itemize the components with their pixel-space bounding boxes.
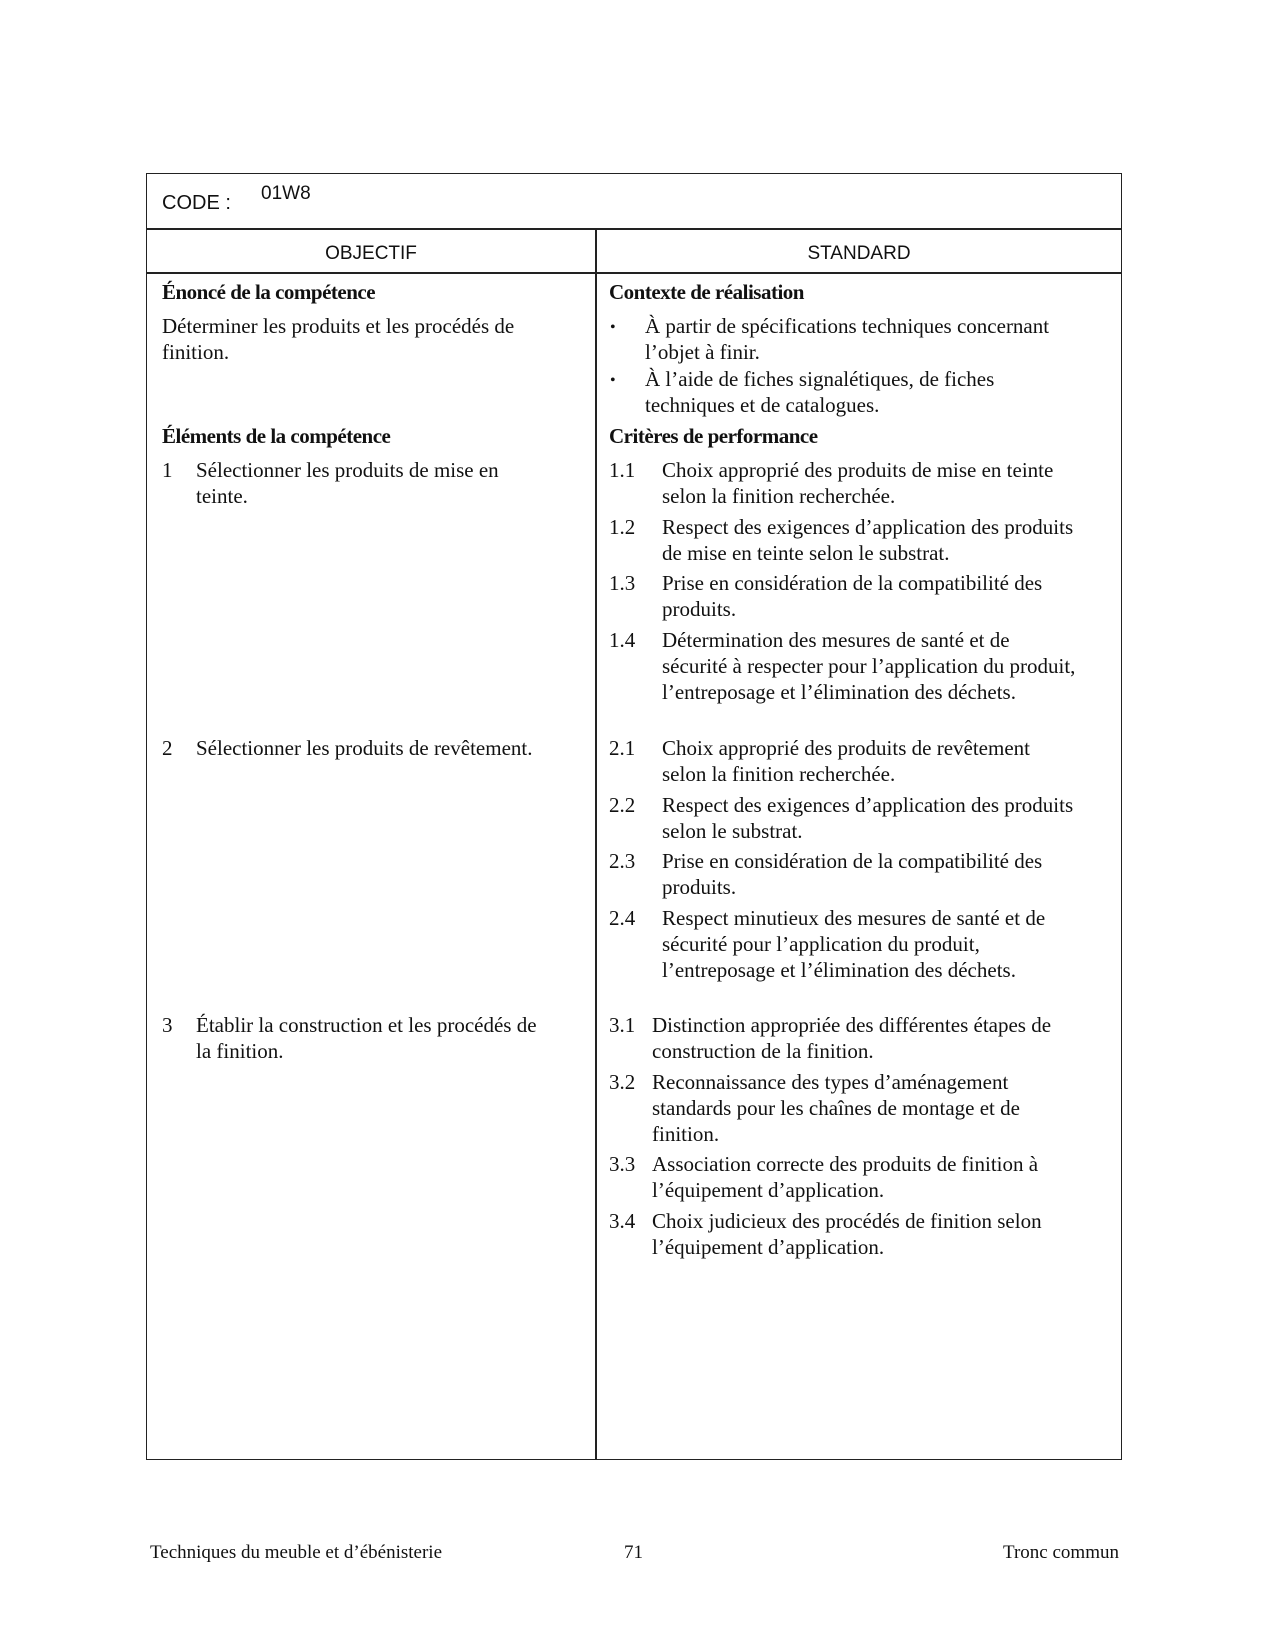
text-line: Respect minutieux des mesures de santé et de (662, 906, 1046, 930)
criterion-text (652, 1012, 1051, 1064)
text-line: Association correcte des produits de finition à (652, 1152, 1039, 1176)
divider (146, 272, 1122, 274)
text-line: techniques et de catalogues. (645, 393, 880, 417)
text-line: selon la finition recherchée. (662, 762, 896, 786)
code-label: CODE : (162, 192, 231, 214)
code-value: 01W8 (261, 183, 311, 204)
text-line: selon la finition recherchée. (662, 484, 896, 508)
contexte-item (645, 366, 994, 418)
criterion-text (662, 627, 1075, 705)
text-line: finition. (652, 1122, 720, 1146)
contexte-item (645, 313, 1049, 365)
text-line: l’équipement d’application. (652, 1178, 885, 1202)
text-line: de mise en teinte selon le substrat. (662, 541, 950, 565)
text-line: selon le substrat. (662, 819, 803, 843)
criterion-number: 1.1 (609, 458, 636, 482)
criterion-number: 3.3 (609, 1152, 636, 1176)
text-line: Sélectionner les produits de mise en (196, 458, 499, 482)
criterion-number: 1.3 (609, 571, 636, 595)
footer-page-number: 71 (624, 1542, 643, 1563)
text-line: Choix judicieux des procédés de finition selon (652, 1209, 1042, 1233)
criterion-number: 3.1 (609, 1013, 636, 1037)
element-number: 2 (162, 736, 173, 760)
text-line: Choix approprié des produits de mise en teinte (662, 458, 1054, 482)
bullet-icon: • (610, 372, 616, 389)
text-line: Prise en considération de la compatibilité des (662, 849, 1043, 873)
text-line: Prise en considération de la compatibilité des (662, 571, 1043, 595)
column-divider (595, 228, 597, 1460)
criterion-number: 2.1 (609, 736, 636, 760)
text-line: Détermination des mesures de santé et de (662, 628, 1010, 652)
criterion-number: 2.3 (609, 849, 636, 873)
criterion-text (652, 1069, 1020, 1147)
criterion-text (662, 792, 1073, 844)
criterion-text (662, 514, 1073, 566)
criterion-text (662, 570, 1042, 622)
criterion-text (662, 457, 1053, 509)
text-line: sécurité pour l’application du produit, (662, 932, 980, 956)
text-line: produits. (662, 875, 737, 899)
text-line: Respect des exigences d’application des produits (662, 515, 1074, 539)
criterion-number: 3.2 (609, 1070, 636, 1094)
text-line: Choix approprié des produits de revêtement (662, 736, 1030, 760)
text-line: Respect des exigences d’application des produits (662, 793, 1074, 817)
criterion-text (652, 1208, 1042, 1260)
footer-left: Techniques du meuble et d’ébénisterie (150, 1542, 443, 1563)
criterion-number: 3.4 (609, 1209, 636, 1233)
text-line: construction de la finition. (652, 1039, 874, 1063)
text-line: l’équipement d’application. (652, 1235, 885, 1259)
text-line: Sélectionner les produits de revêtement. (196, 736, 533, 760)
criterion-text (662, 905, 1045, 983)
header-objectif: OBJECTIF (325, 243, 417, 264)
text-line: l’entreposage et l’élimination des déchets. (662, 958, 1016, 982)
criterion-number: 1.2 (609, 515, 636, 539)
text-line: finition. (162, 340, 230, 364)
text-line: l’entreposage et l’élimination des déchets. (662, 680, 1016, 704)
text-line: l’objet à finir. (645, 340, 760, 364)
element-number: 3 (162, 1013, 173, 1037)
element-text (196, 735, 532, 761)
element-text (196, 1012, 537, 1064)
element-number: 1 (162, 458, 173, 482)
enonce-title: Énoncé de la compétence (162, 280, 376, 304)
text-line: À partir de spécifications techniques concernant (645, 314, 1050, 338)
footer-right: Tronc commun (1003, 1542, 1119, 1563)
criterion-text (662, 848, 1042, 900)
text-line: la finition. (196, 1039, 284, 1063)
text-line: produits. (662, 597, 737, 621)
criteres-title: Critères de performance (609, 424, 818, 448)
divider (146, 228, 1122, 230)
criterion-number: 2.4 (609, 906, 636, 930)
criterion-text (662, 735, 1030, 787)
criterion-text (652, 1151, 1038, 1203)
text-line: Déterminer les produits et les procédés de (162, 314, 515, 338)
text-line: standards pour les chaînes de montage et de (652, 1096, 1020, 1120)
enonce-text (162, 313, 514, 365)
text-line: sécurité à respecter pour l’application du produit, (662, 654, 1076, 678)
header-standard: STANDARD (807, 243, 911, 264)
element-text (196, 457, 499, 509)
text-line: Distinction appropriée des différentes étapes de (652, 1013, 1052, 1037)
text-line: teinte. (196, 484, 248, 508)
text-line: Établir la construction et les procédés de (196, 1013, 537, 1037)
contexte-title: Contexte de réalisation (609, 280, 804, 304)
text-line: À l’aide de fiches signalétiques, de fiches (645, 367, 995, 391)
bullet-icon: • (610, 319, 616, 336)
criterion-number: 2.2 (609, 793, 636, 817)
criterion-number: 1.4 (609, 628, 636, 652)
elements-title: Éléments de la compétence (162, 424, 391, 448)
text-line: Reconnaissance des types d’aménagement (652, 1070, 1009, 1094)
